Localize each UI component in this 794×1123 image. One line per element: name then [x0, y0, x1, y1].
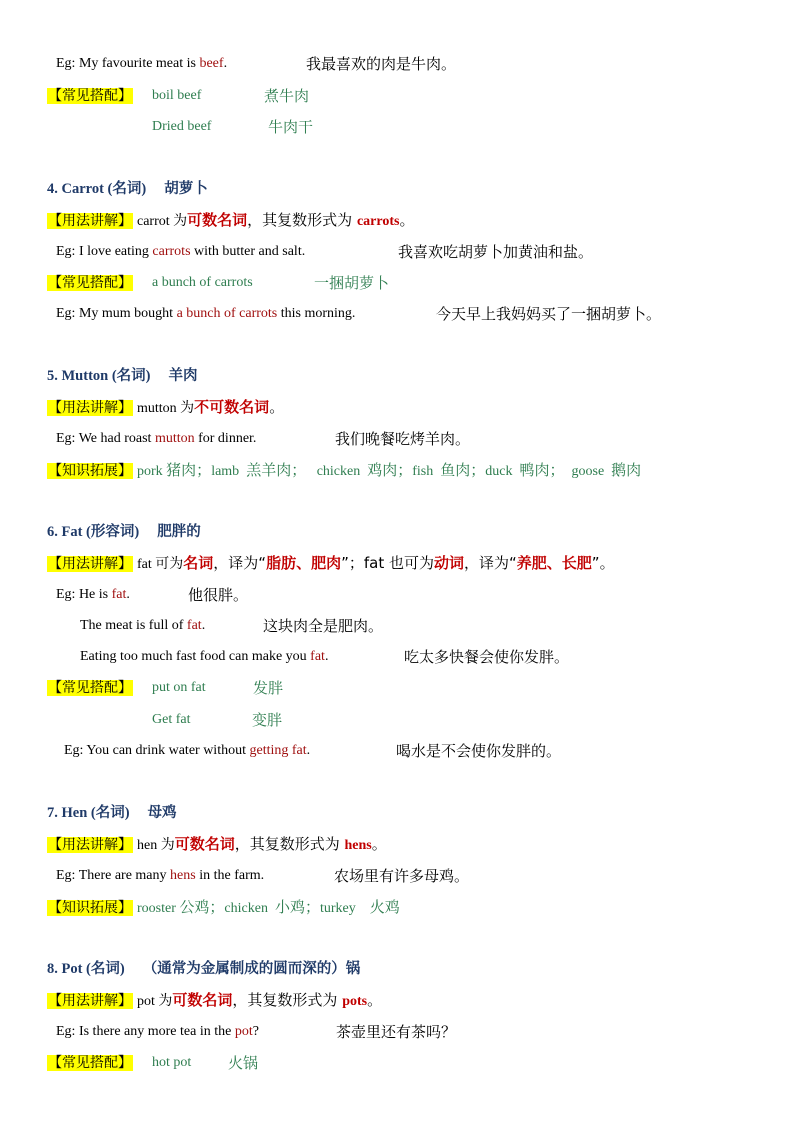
- example-sentence: Eg: I love eating carrots with butter and salt.: [56, 244, 306, 259]
- example-sentence: Eg: There are many hens in the farm.: [56, 868, 265, 883]
- collocation-row: [47, 1053, 137, 1074]
- example-sentence: Eg: You can drink water without getting fat.: [64, 743, 311, 758]
- collocation-en: Get fat: [152, 712, 191, 727]
- usage-tag: 【用法讲解】: [48, 837, 132, 853]
- section-heading: 6. Fat (形容词) 肥胖的: [47, 524, 201, 540]
- extension-item: pork 猪肉；lamb 羔羊肉； chicken 鸡肉；fish 鱼肉；duck 鸭肉； goose 鹅肉: [137, 461, 642, 479]
- collocation-en: hot pot: [152, 1055, 192, 1070]
- collocation-cn: 煮牛肉: [264, 87, 310, 105]
- example-sentence: Eg: He is fat.: [56, 587, 130, 602]
- collocation-tag: 【常见搭配】: [48, 680, 132, 696]
- usage-line: 【用法讲解】 pot 为可数名词，其复数形式为 pots。: [48, 991, 383, 1009]
- collocation-row: [47, 678, 137, 699]
- example-sentence: Eg: We had roast mutton for dinner.: [56, 431, 257, 446]
- extension-line: [47, 897, 400, 919]
- collocation-en: Dried beef: [152, 119, 212, 134]
- collocation-cn: 牛肉干: [268, 118, 314, 136]
- section-heading: 5. Mutton (名词) 羊肉: [47, 368, 198, 384]
- usage-tag: 【用法讲解】: [48, 993, 132, 1009]
- example-translation: 茶壶里还有茶吗？: [336, 1023, 457, 1041]
- example-sentence: Eating too much fast food can make you fat.: [80, 649, 329, 664]
- example-sentence: Eg: My favourite meat is beef.: [56, 56, 228, 71]
- example-translation: 我喜欢吃胡萝卜加黄油和盐。: [398, 243, 594, 261]
- collocation-en: a bunch of carrots: [152, 275, 253, 290]
- collocation-tag: 【常见搭配】: [48, 1055, 132, 1071]
- usage-line: 【用法讲解】 mutton 为不可数名词。: [48, 398, 285, 416]
- usage-line: 【用法讲解】 fat 可为名词，译为“脂肪、肥肉”；fat 也可为动词，译为“养肥、长肥”。: [48, 554, 615, 572]
- collocation-cn: 火锅: [228, 1054, 259, 1072]
- collocation-cn: 发胖: [253, 679, 284, 697]
- extension-line: [47, 460, 641, 482]
- collocation-en: boil beef: [152, 88, 202, 103]
- collocation-row: [47, 86, 137, 107]
- usage-line: 【用法讲解】 hen 为可数名词，其复数形式为 hens。: [48, 835, 387, 853]
- section-heading: 7. Hen (名词) 母鸡: [47, 805, 177, 821]
- example-translation: 我最喜欢的肉是牛肉。: [306, 55, 457, 73]
- usage-tag: 【用法讲解】: [48, 213, 132, 229]
- collocation-cn: 一捆胡萝卜: [314, 274, 390, 292]
- collocation-row: [47, 273, 137, 294]
- extension-item: rooster 公鸡；chicken 小鸡；turkey 火鸡: [137, 898, 400, 916]
- example-translation: 喝水是不会使你发胖的。: [396, 742, 562, 760]
- example-translation: 今天早上我妈妈买了一捆胡萝卜。: [436, 305, 662, 323]
- example-translation: 这块肉全是肥肉。: [263, 617, 384, 635]
- example-translation: 我们晚餐吃烤羊肉。: [335, 430, 471, 448]
- example-translation: 他很胖。: [188, 586, 249, 604]
- collocation-en: put on fat: [152, 680, 206, 695]
- collocation-tag: 【常见搭配】: [48, 88, 132, 104]
- section-heading: 8. Pot (名词) （通常为金属制成的圆而深的）锅: [47, 961, 361, 977]
- extension-tag: 【知识拓展】: [48, 463, 132, 479]
- section-heading: 4. Carrot (名词) 胡萝卜: [47, 181, 208, 197]
- example-sentence: Eg: Is there any more tea in the pot?: [56, 1024, 259, 1039]
- extension-tag: 【知识拓展】: [48, 900, 132, 916]
- example-sentence: The meat is full of fat.: [80, 618, 206, 633]
- example-sentence: Eg: My mum bought a bunch of carrots this morning.: [56, 306, 356, 321]
- collocation-tag: 【常见搭配】: [48, 275, 132, 291]
- example-translation: 吃太多快餐会使你发胖。: [404, 648, 570, 666]
- usage-tag: 【用法讲解】: [48, 400, 132, 416]
- usage-tag: 【用法讲解】: [48, 556, 132, 572]
- usage-line: 【用法讲解】 carrot 为可数名词，其复数形式为 carrots。: [48, 211, 415, 229]
- collocation-cn: 变胖: [252, 711, 283, 729]
- example-translation: 农场里有许多母鸡。: [334, 867, 470, 885]
